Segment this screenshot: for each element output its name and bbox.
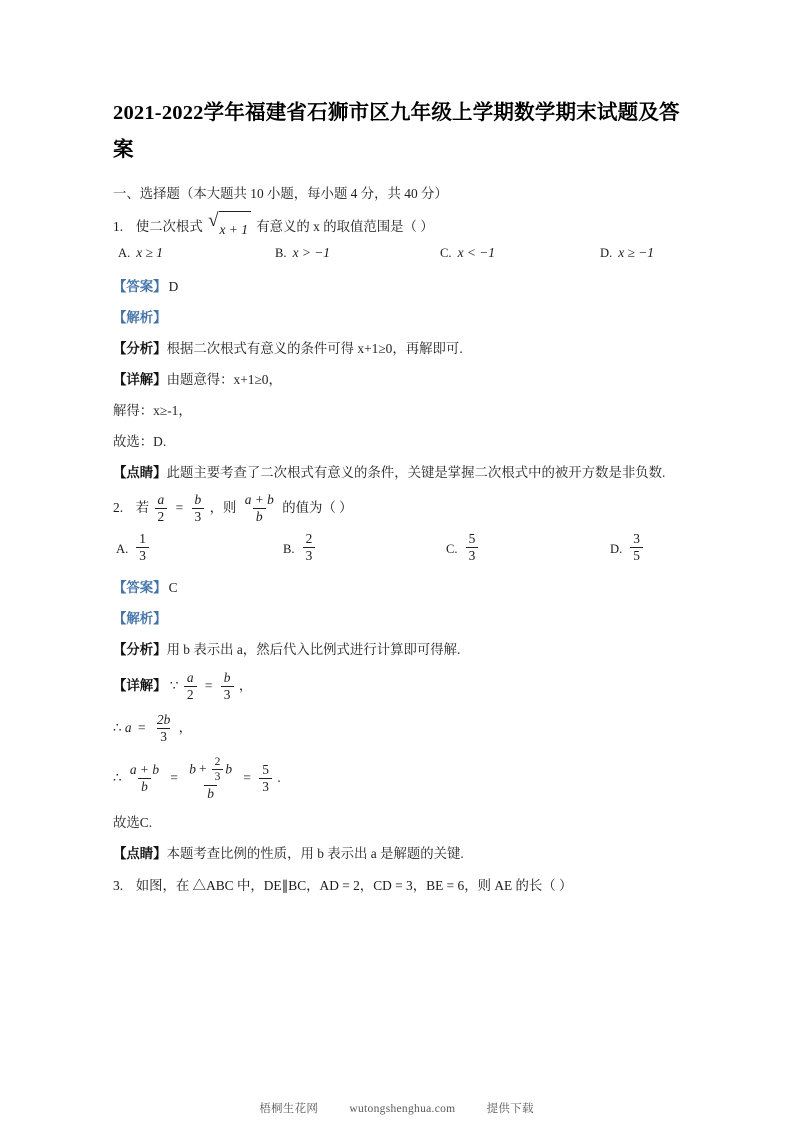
option-2-b[interactable] [283, 532, 317, 563]
question-1-answer-value: D [168, 279, 179, 295]
equals-sign: = [204, 678, 213, 694]
question-1-number: 1. [113, 219, 124, 234]
question-2-answer-value: C [168, 580, 178, 596]
question-2-highlight [113, 838, 683, 869]
question-1-analysis-header [113, 302, 683, 333]
question-1-stem-before: 使二次根式 [135, 219, 203, 234]
option-1-d-text: x ≥ −1 [618, 245, 654, 261]
inner-fraction-den: 3 [212, 769, 224, 783]
question-2-solution-line-1: 故选C. [113, 815, 153, 831]
option-2-b-den: 3 [303, 547, 316, 563]
question-1-stem-after: 有意义的 x 的取值范围是（ ） [256, 219, 434, 234]
option-1-a[interactable] [118, 245, 163, 261]
page-footer [0, 1100, 793, 1116]
option-2-c-den: 3 [466, 547, 479, 563]
answer-label: 【答案】 [113, 580, 167, 596]
detail-fraction-a-over-2-den: 2 [184, 686, 197, 702]
detail-fraction-b-over-3-num: b [223, 670, 231, 686]
question-2-stem-suffix: 的值为（ ） [282, 500, 353, 516]
therefore-sign: ∴ [113, 720, 122, 736]
question-3-number: 3. [113, 878, 124, 894]
option-1-c-text: x < −1 [457, 245, 495, 261]
option-1-b-text: x > −1 [292, 245, 330, 261]
result-fraction-den: b [138, 778, 151, 794]
option-2-a[interactable] [116, 532, 151, 563]
analysis-label: 【分析】 [113, 642, 167, 658]
option-2-d[interactable] [610, 532, 645, 563]
question-2-analysis-header [113, 603, 683, 634]
highlight-label: 【点睛】 [113, 846, 167, 862]
fraction-a-plus-b-over-b [242, 493, 277, 524]
question-1-analysis [113, 333, 683, 364]
option-2-c[interactable] [446, 532, 480, 563]
because-sign: ∵ [169, 678, 179, 694]
option-1-a-label: A. [118, 245, 131, 260]
question-1-highlight [113, 457, 683, 488]
question-1-highlight-text: 此题主要考查了二次根式有意义的条件，关键是掌握二次根式中的被开方数是非负数. [166, 465, 666, 481]
question-1-solution-line-2: 故选：D. [113, 434, 167, 450]
final-fraction-5-over-3 [259, 763, 272, 794]
detail-label: 【详解】 [113, 678, 167, 694]
question-1-stem [113, 210, 683, 245]
comma-mark: ， [178, 720, 193, 736]
detail-fraction-2b-over-3-num: 2b [156, 712, 171, 728]
option-1-a-text: x ≥ 1 [136, 245, 163, 261]
option-2-b-label: B. [283, 542, 295, 557]
question-2-highlight-text: 本题考查比例的性质，用 b 表示出 a 是解题的关键. [166, 846, 464, 862]
final-fraction-den: 3 [259, 778, 272, 794]
variable-a: a [124, 720, 132, 736]
option-2-d-den: 5 [630, 547, 643, 563]
option-1-c[interactable] [440, 245, 495, 261]
option-2-d-label: D. [610, 542, 623, 557]
sqrt-icon [208, 210, 251, 245]
option-2-b-num: 2 [305, 530, 313, 546]
fraction-a-over-2 [155, 493, 168, 524]
detail-fraction-a-over-2 [184, 671, 197, 702]
highlight-label: 【点睛】 [113, 465, 167, 481]
nested-variable-b-2: b [225, 761, 233, 777]
question-2-analysis-text: 用 b 表示出 a，然后代入比例式进行计算即可得解. [166, 642, 461, 658]
equals-sign: = [175, 500, 184, 516]
question-1-analysis-text: 根据二次根式有意义的条件可得 x+1≥0，再解即可. [166, 341, 463, 357]
analysis-header-label: 【解析】 [113, 611, 167, 627]
document-body [113, 95, 683, 902]
radical-sign: √ [208, 210, 219, 232]
option-2-a-fraction [136, 532, 149, 563]
question-2-detail-line-3 [113, 749, 683, 807]
question-3-stem-text: 如图，在 △ABC 中，DE∥BC，AD = 2，CD = 3，BE = 6，则 AE 的长（ ） [135, 878, 573, 894]
question-2-stem-prefix: 若 [135, 500, 150, 516]
detail-fraction-b-over-3-den: 3 [221, 686, 234, 702]
therefore-sign: ∴ [113, 770, 122, 786]
equals-sign: = [170, 770, 178, 786]
option-1-d-label: D. [600, 245, 613, 260]
fraction-b-over-3 [192, 493, 205, 524]
footer-domain: wutongshenghua.com [349, 1103, 456, 1115]
detail-fraction-a-over-2-num: a [186, 670, 194, 686]
fraction-b-over-3-den: 3 [192, 508, 205, 524]
option-2-c-num: 5 [468, 530, 476, 546]
option-2-a-num: 1 [139, 530, 146, 546]
question-2-options [113, 528, 683, 572]
inner-fraction-2-over-3 [212, 756, 224, 783]
nested-fraction-num [186, 757, 235, 785]
question-1-options [113, 245, 683, 271]
option-2-d-fraction [630, 532, 643, 563]
fraction-b-over-3-num: b [194, 492, 202, 508]
option-2-c-label: C. [446, 542, 458, 557]
footer-note: 提供下载 [486, 1103, 534, 1115]
question-3-stem [113, 869, 683, 902]
equals-sign: = [243, 770, 251, 786]
option-2-b-fraction [303, 532, 316, 563]
option-1-b-label: B. [275, 245, 287, 260]
question-2-number: 2. [113, 500, 124, 516]
detail-fraction-2b-over-3 [154, 713, 173, 744]
question-2-stem [113, 488, 683, 528]
result-fraction-a-plus-b-over-b [127, 763, 162, 794]
period-mark: . [277, 770, 281, 786]
detail-label: 【详解】 [113, 372, 167, 388]
fraction-a-over-2-den: 2 [155, 508, 168, 524]
detail-fraction-2b-over-3-den: 3 [157, 728, 170, 744]
question-1-solution-line-1: 解得：x≥-1， [113, 403, 192, 419]
option-2-a-den: 3 [136, 547, 149, 563]
option-1-b[interactable] [275, 245, 330, 261]
question-2-analysis [113, 634, 683, 665]
nested-fraction-den: b [204, 785, 217, 801]
plus-sign: + [199, 761, 207, 777]
section-heading: 一、选择题（本大题共 10 小题，每小题 4 分，共 40 分） [113, 186, 448, 201]
inner-fraction-num: 2 [214, 756, 221, 769]
fraction-a-plus-b-over-b-den: b [253, 508, 266, 524]
detail-fraction-b-over-3 [221, 671, 234, 702]
question-2-stem-mid: ，则 [209, 500, 237, 516]
option-2-a-label: A. [116, 542, 129, 557]
analysis-label: 【分析】 [113, 341, 167, 357]
footer-site-name: 梧桐生花网 [259, 1103, 319, 1115]
nested-variable-b: b [189, 761, 196, 777]
question-1-answer-line [113, 271, 683, 302]
question-2-answer-line [113, 572, 683, 603]
analysis-header-label: 【解析】 [113, 310, 167, 326]
comma-mark: ， [238, 678, 253, 694]
question-2-detail-line-2 [113, 707, 683, 749]
answer-label: 【答案】 [113, 279, 167, 295]
option-2-c-fraction [466, 532, 479, 563]
question-1-detail [113, 364, 683, 395]
question-1-detail-text: 由题意得：x+1≥0， [166, 372, 282, 388]
question-1-radicand: x + 1 [219, 211, 251, 246]
option-1-d[interactable] [600, 245, 654, 261]
equals-sign: = [137, 720, 146, 736]
nested-fraction [186, 757, 235, 801]
fraction-a-plus-b-over-b-num: a + b [244, 492, 274, 508]
option-1-c-label: C. [440, 245, 452, 260]
fraction-a-over-2-num: a [157, 492, 165, 508]
final-fraction-num: 5 [262, 762, 269, 778]
result-fraction-num: a + b [129, 762, 160, 778]
page-title: 2021-2022学年福建省石狮市区九年级上学期数学期末试题及答案 [113, 102, 680, 161]
question-2-detail-line-1 [113, 665, 683, 707]
option-2-d-num: 3 [633, 530, 640, 546]
